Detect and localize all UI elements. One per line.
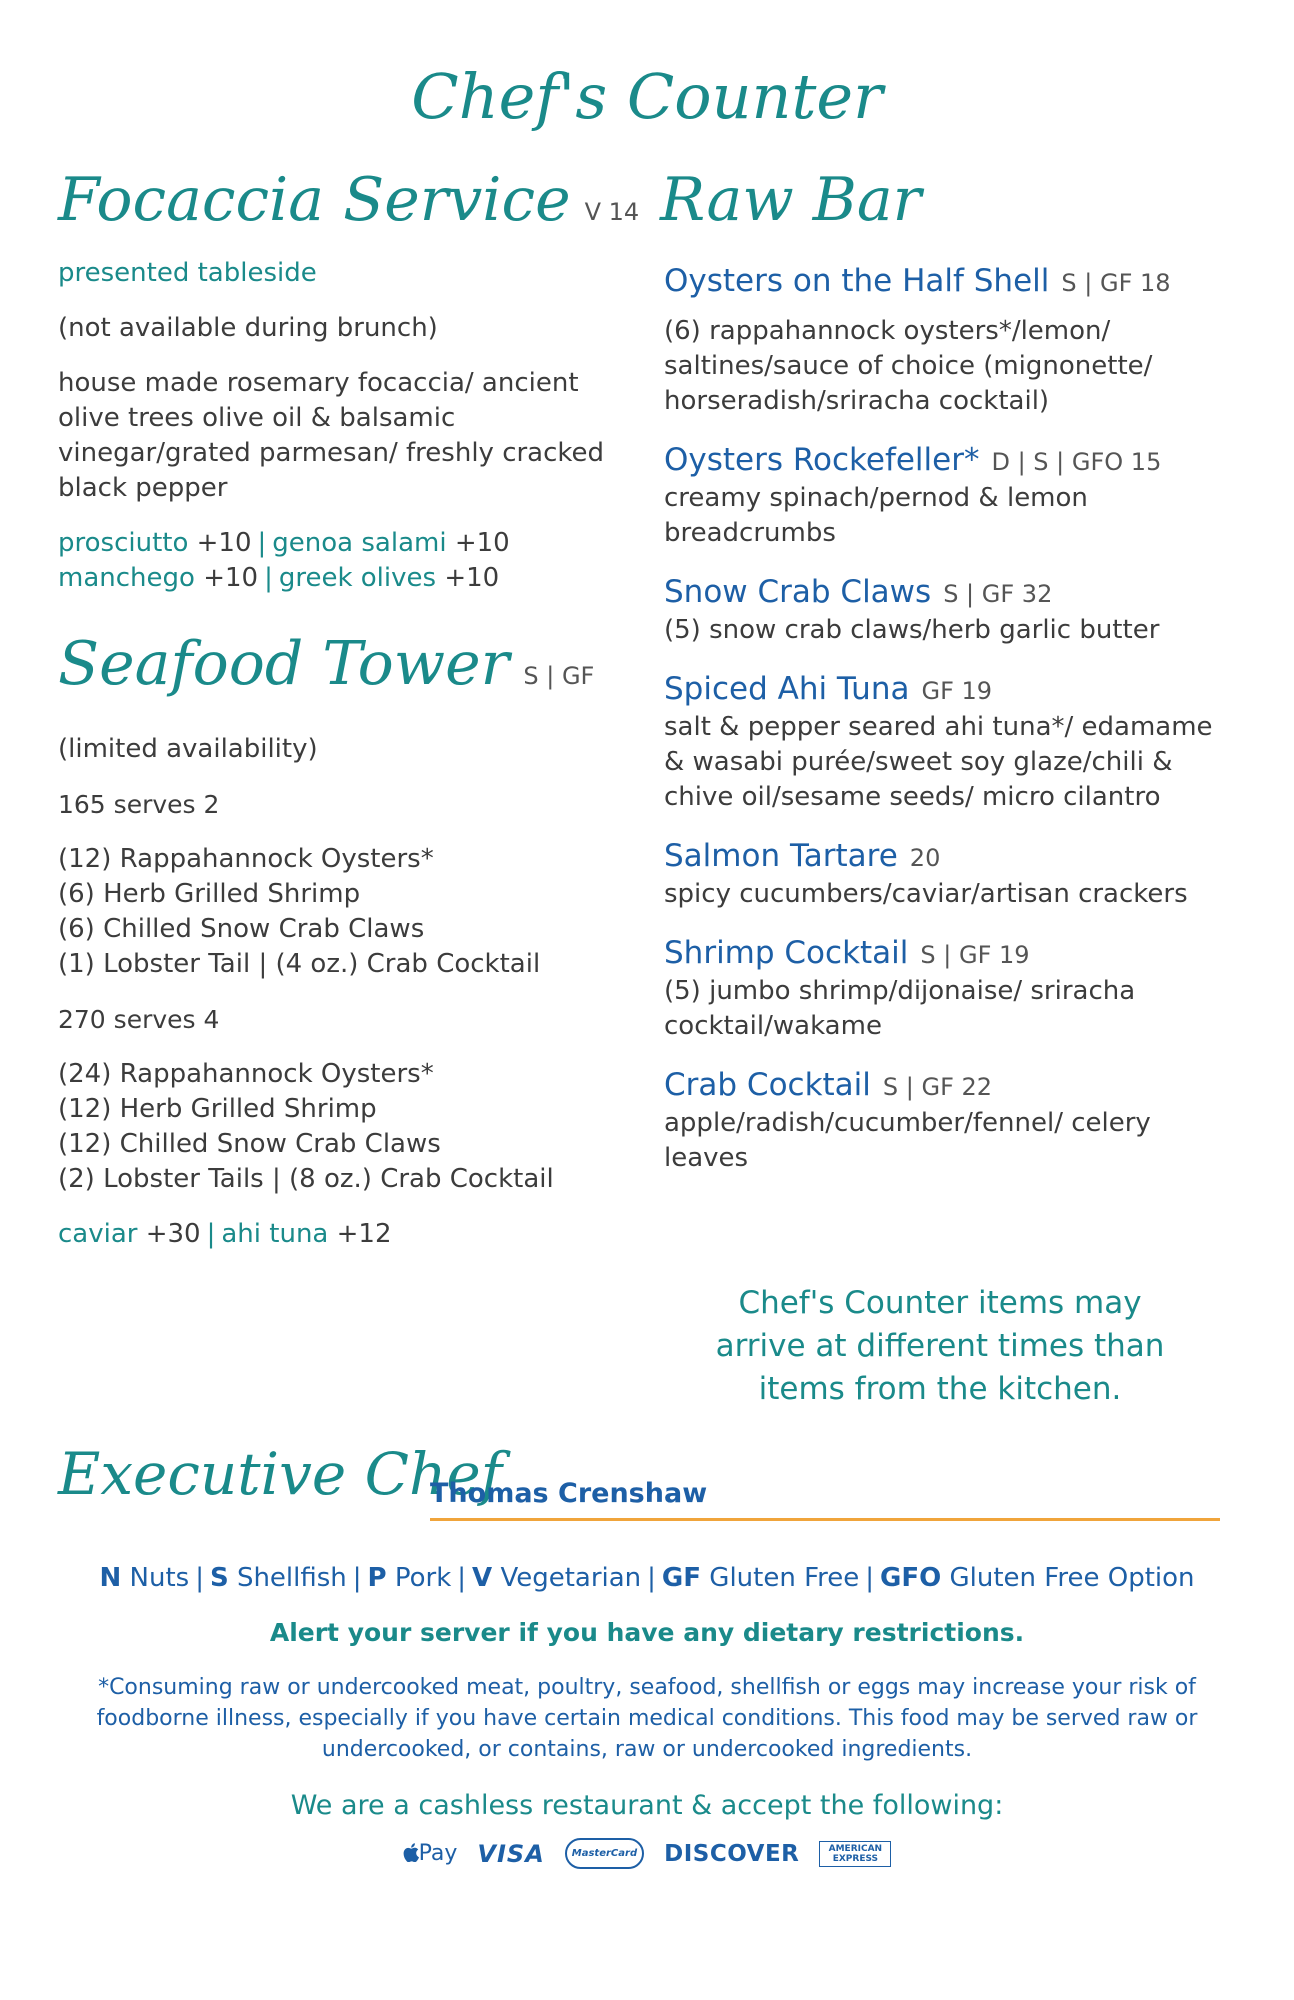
counter-note: Chef's Counter items may arrive at different times than items from the kitchen. <box>715 1285 1165 1407</box>
list-item: (1) Lobster Tail | (4 oz.) Crab Cocktail <box>58 949 541 979</box>
raw-bar-heading: Raw Bar <box>660 165 922 235</box>
legend-code: N <box>99 1563 122 1593</box>
item-tags: S | GF 18 <box>1061 269 1171 297</box>
legend-code: GF <box>661 1563 702 1593</box>
focaccia-heading-text: Focaccia Service <box>58 165 571 235</box>
left-column <box>58 165 640 1272</box>
menu-item <box>664 571 1224 648</box>
addon-price: +30 <box>145 1219 201 1249</box>
executive-chef-label: Executive Chef <box>58 1440 503 1508</box>
focaccia-addons <box>58 526 618 596</box>
addon-price: +12 <box>336 1219 392 1249</box>
menu-item <box>664 932 1224 1044</box>
seafood-tower-heading-text: Seafood Tower <box>58 629 510 699</box>
list-item: (6) Chilled Snow Crab Claws <box>58 914 425 944</box>
apple-logo-icon <box>403 1843 419 1862</box>
option-title: 270 serves 4 <box>58 1005 220 1034</box>
addon-name: manchego <box>58 563 195 593</box>
item-description: (5) jumbo shrimp/dijonaise/ sriracha cocktail/wakame <box>664 976 1136 1041</box>
option-title: 165 serves 2 <box>58 790 220 819</box>
item-description: (5) snow crab claws/herb garlic butter <box>664 615 1160 645</box>
addon-line <box>58 526 618 561</box>
menu-item <box>664 439 1224 551</box>
item-name: Snow Crab Claws <box>664 574 932 610</box>
cashless-notice: We are a cashless restaurant & accept the following: <box>290 1790 1004 1821</box>
item-description: salt & pepper seared ahi tuna*/ edamame & wasabi purée/sweet soy glaze/chili & chive oil/sesame seeds/ micro cilantro <box>664 712 1213 812</box>
addon-line <box>58 561 618 596</box>
legend-separator: | <box>195 1563 204 1593</box>
list-item: (12) Herb Grilled Shrimp <box>58 1094 377 1124</box>
item-description: creamy spinach/pernod & lemon breadcrumbs <box>664 483 1088 548</box>
list-item: (12) Rappahannock Oysters* <box>58 844 434 874</box>
legend-label: Shellfish <box>236 1563 347 1593</box>
item-name: Salmon Tartare <box>664 838 898 874</box>
item-tags: S | GF 19 <box>920 941 1030 969</box>
apple-pay-text: Pay <box>418 1841 458 1866</box>
list-item: (12) Chilled Snow Crab Claws <box>58 1129 441 1159</box>
mastercard-logo: MasterCard <box>565 1838 644 1869</box>
amex-logo <box>819 1841 891 1867</box>
addon-name: greek olives <box>278 563 437 593</box>
focaccia-note: (not available during brunch) <box>58 313 438 343</box>
seafood-tower-heading <box>58 629 618 699</box>
item-tags: D | S | GFO 15 <box>991 448 1162 476</box>
legend-label: Gluten Free Option <box>949 1563 1195 1593</box>
item-name: Oysters Rockefeller* <box>664 442 980 478</box>
focaccia-subtitle: presented tableside <box>58 258 317 288</box>
discover-logo: DISCOVER <box>664 1840 800 1867</box>
addon-name: ahi tuna <box>221 1219 329 1249</box>
amex-text-line: AMERICAN <box>828 1843 883 1854</box>
menu-item <box>664 668 1224 815</box>
addon-separator: | <box>206 1219 216 1249</box>
item-name: Spiced Ahi Tuna <box>664 671 910 707</box>
focaccia-tags: V 14 <box>584 198 640 226</box>
legend-label: Gluten Free <box>709 1563 860 1593</box>
item-name: Shrimp Cocktail <box>664 935 909 971</box>
legend-code: V <box>472 1563 493 1593</box>
list-item: (2) Lobster Tails | (8 oz.) Crab Cocktail <box>58 1164 554 1194</box>
payment-methods <box>0 1838 1294 1869</box>
menu-item <box>664 260 1224 419</box>
option-list <box>58 842 618 982</box>
dietary-alert: Alert your server if you have any dietary restrictions. <box>269 1618 1025 1647</box>
legend-code: S <box>209 1563 229 1593</box>
seafood-tower-addons <box>58 1217 618 1252</box>
food-safety-disclaimer: *Consuming raw or undercooked meat, poultry, seafood, shellfish or eggs may increase your risk of foodborne illness, especially if you have certain medical conditions. This food may be served raw or undercooked, or contains, raw or undercooked ingredients. <box>96 1675 1198 1762</box>
addon-price: +10 <box>444 563 500 593</box>
visa-logo: VISA <box>477 1839 545 1868</box>
executive-chef-rule <box>430 1518 1220 1521</box>
list-item: (6) Herb Grilled Shrimp <box>58 879 361 909</box>
legend-code: P <box>367 1563 387 1593</box>
addon-price: +10 <box>454 528 510 558</box>
dietary-legend <box>0 1563 1294 1593</box>
legend-separator: | <box>647 1563 656 1593</box>
addon-name: caviar <box>58 1219 138 1249</box>
seafood-tower-tags: S | GF <box>523 662 595 690</box>
addon-name: genoa salami <box>272 528 447 558</box>
menu-item <box>664 835 1224 912</box>
item-tags: S | GF 32 <box>943 580 1053 608</box>
item-description: spicy cucumbers/caviar/artisan crackers <box>664 879 1188 909</box>
focaccia-description: house made rosemary focaccia/ ancient olive trees olive oil & balsamic vinegar/grated parmesan/ freshly cracked black pepper <box>58 368 605 503</box>
item-tags: GF 19 <box>921 677 993 705</box>
legend-label: Vegetarian <box>500 1563 642 1593</box>
item-tags: S | GF 22 <box>882 1073 993 1101</box>
item-tags: 20 <box>909 844 941 872</box>
legend-label: Nuts <box>129 1563 190 1593</box>
option-list <box>58 1057 618 1197</box>
legend-separator: | <box>457 1563 467 1593</box>
item-name: Oysters on the Half Shell <box>664 263 1050 299</box>
addon-price: +10 <box>203 563 259 593</box>
executive-chef-name: Thomas Crenshaw <box>430 1478 708 1509</box>
legend-label: Pork <box>394 1563 452 1593</box>
focaccia-heading <box>58 165 640 235</box>
legend-separator: | <box>865 1563 875 1593</box>
list-item: (24) Rappahannock Oysters* <box>58 1059 434 1089</box>
item-description: (6) rappahannock oysters*/lemon/ saltines/sauce of choice (mignonette/ horseradish/sriracha cocktail) <box>664 316 1153 416</box>
item-name: Crab Cocktail <box>664 1067 871 1103</box>
amex-text-line: EXPRESS <box>832 1853 879 1864</box>
seafood-tower-note: (limited availability) <box>58 734 318 764</box>
addon-price: +10 <box>196 528 252 558</box>
legend-code: GFO <box>880 1563 942 1593</box>
addon-separator: | <box>264 563 273 593</box>
addon-separator: | <box>257 528 267 558</box>
item-description: apple/radish/cucumber/fennel/ celery leaves <box>664 1108 1151 1173</box>
page-title: Chef's Counter <box>411 60 883 133</box>
apple-pay-logo <box>403 1841 458 1866</box>
right-column <box>660 165 1224 1196</box>
menu-item <box>664 1064 1224 1176</box>
addon-name: prosciutto <box>58 528 189 558</box>
legend-separator: | <box>352 1563 362 1593</box>
